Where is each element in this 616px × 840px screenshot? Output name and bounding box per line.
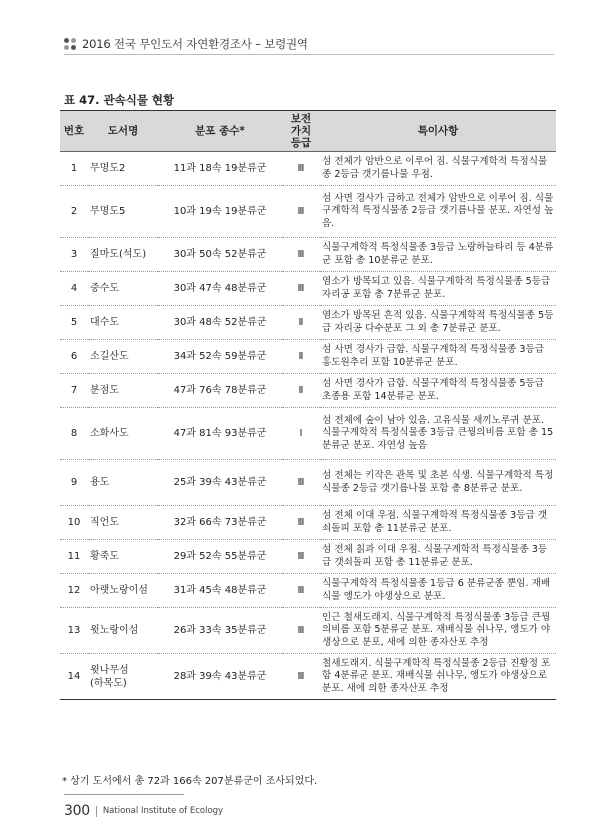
conservation-grade: Ⅲ [282, 238, 320, 272]
table-row [60, 374, 556, 408]
conservation-grade: Ⅱ [282, 306, 320, 340]
distribution-count: 26과 33속 35분류군 [158, 608, 282, 654]
island-name: 윗나무섬 (하목도) [88, 654, 158, 700]
table-row [60, 574, 556, 608]
table-row [60, 460, 556, 506]
island-number: 1 [60, 152, 88, 186]
special-notes: 섬 사면 경사가 급하고 전체가 암반으로 이루어 짐. 식물구계학적 특정식물종 2등급 갯기름나물 분포. 자연성 높음. [320, 186, 556, 238]
table-body [60, 152, 556, 700]
conservation-grade: Ⅲ [282, 152, 320, 186]
island-name: 소길산도 [88, 340, 158, 374]
island-number: 5 [60, 306, 88, 340]
col-header-note: 특이사항 [320, 111, 556, 152]
island-name: 무명도2 [88, 152, 158, 186]
island-name: 아랫노랑이섬 [88, 574, 158, 608]
footer-institution: National Institute of Ecology [102, 806, 224, 816]
col-header-name: 도서명 [88, 111, 158, 152]
special-notes: 섬 전체가 암반으로 이루어 짐. 식물구계학적 특정식물종 2등급 갯기름나물 우점. [320, 152, 556, 186]
special-notes: 인근 철새도래지. 식물구계학적 특정식물종 3등급 큰꿩의비름 포함 5분류군 분포. 재배식물 쉬나무, 앵도가 야생상으로 분포, 새에 의한 종자산포 추정 [320, 608, 556, 654]
col-header-grade: 보전 가치 등급 [282, 111, 320, 152]
conservation-grade: Ⅲ [282, 460, 320, 506]
distribution-count: 34과 52속 59분류군 [158, 340, 282, 374]
conservation-grade: Ⅲ [282, 540, 320, 574]
island-name: 대수도 [88, 306, 158, 340]
table-row [60, 540, 556, 574]
island-number: 4 [60, 272, 88, 306]
special-notes: 섬 사면 경사가 급함. 식물구계학적 특정식물종 3등급 홍도원추리 포함 10분류군 분포. [320, 340, 556, 374]
island-name: 무명도5 [88, 186, 158, 238]
special-notes: 식물구계학적 특정식물종 1등급 6 분류군종 뿐임. 재배식물 앵도가 야생상으로 분포. [320, 574, 556, 608]
table-row [60, 272, 556, 306]
col-header-no: 번호 [60, 111, 88, 152]
distribution-count: 30과 47속 48분류군 [158, 272, 282, 306]
conservation-grade: Ⅱ [282, 340, 320, 374]
distribution-count: 31과 45속 48분류군 [158, 574, 282, 608]
special-notes: 섬 전체는 키작은 관목 및 초본 식생. 식물구계학적 특정식물종 2등급 갯기름나물 포함 총 8분류군 분포. [320, 460, 556, 506]
special-notes: 철새도래지. 식물구계학적 특정식물종 2등급 진황정 포함 4분류군 분포. 재배식물 쉬나무, 앵도가 야생상으로 분포. 새에 의한 종자산포 추정 [320, 654, 556, 700]
page-footer [64, 803, 223, 819]
header-title: 2016 전국 무인도서 자연환경조사 – 보령권역 [82, 37, 308, 51]
special-notes: 염소가 방목된 흔적 있음. 식물구계학적 특정식물종 5등급 자리공 다수분포 그 외 총 7분류군 분포. [320, 306, 556, 340]
island-name: 분점도 [88, 374, 158, 408]
special-notes: 염소가 방목되고 있음. 식물구계학적 특정식물종 5등급 자리공 포함 총 7분류군 분포. [320, 272, 556, 306]
footer-separator [96, 806, 97, 817]
table-row [60, 408, 556, 460]
island-number: 10 [60, 506, 88, 540]
distribution-count: 32과 66속 73분류군 [158, 506, 282, 540]
special-notes: 섬 전체 칡과 이대 우점. 식물구계학적 특정식물종 3등급 갯쇠돌피 포함 총 11분류군 분포. [320, 540, 556, 574]
footnote: * 상기 도서에서 총 72과 166속 207분류군이 조사되었다. [62, 776, 318, 787]
footer-divider [64, 794, 184, 795]
header-dots-icon [64, 38, 76, 50]
island-name: 소화사도 [88, 408, 158, 460]
island-number: 13 [60, 608, 88, 654]
special-notes: 섬 전체 이대 우점. 식물구계학적 특정식물종 3등급 갯쇠돌피 포함 총 11분류군 분포. [320, 506, 556, 540]
vascular-plant-table [60, 110, 556, 700]
conservation-grade: Ⅰ [282, 408, 320, 460]
island-number: 6 [60, 340, 88, 374]
island-number: 2 [60, 186, 88, 238]
table-row [60, 238, 556, 272]
table-row [60, 340, 556, 374]
header-divider [64, 54, 554, 55]
distribution-count: 28과 39속 43분류군 [158, 654, 282, 700]
distribution-count: 30과 50속 52분류군 [158, 238, 282, 272]
distribution-count: 25과 39속 43분류군 [158, 460, 282, 506]
special-notes: 섬 전체에 숲이 남아 있음. 고유식물 새끼노루귀 분포. 식물구계학적 특정식물종 3등급 큰꿩의비름 포함 총 15분류군 분포. 자연성 높음 [320, 408, 556, 460]
conservation-grade: Ⅲ [282, 608, 320, 654]
table-header-row [60, 111, 556, 152]
distribution-count: 11과 18속 19분류군 [158, 152, 282, 186]
table-caption: 표 47. 관속식물 현황 [64, 93, 175, 107]
island-number: 8 [60, 408, 88, 460]
distribution-count: 47과 81속 93분류군 [158, 408, 282, 460]
island-name: 질마도(석도) [88, 238, 158, 272]
island-number: 3 [60, 238, 88, 272]
distribution-count: 47과 76속 78분류군 [158, 374, 282, 408]
island-name: 윗노랑이섬 [88, 608, 158, 654]
col-header-dist: 분포 종수* [158, 111, 282, 152]
island-number: 12 [60, 574, 88, 608]
distribution-count: 10과 19속 19분류군 [158, 186, 282, 238]
island-name: 황죽도 [88, 540, 158, 574]
table-row [60, 608, 556, 654]
conservation-grade: Ⅲ [282, 574, 320, 608]
island-number: 14 [60, 654, 88, 700]
conservation-grade: Ⅲ [282, 506, 320, 540]
island-name: 용도 [88, 460, 158, 506]
conservation-grade: Ⅲ [282, 654, 320, 700]
conservation-grade: Ⅲ [282, 186, 320, 238]
distribution-count: 29과 52속 55분류군 [158, 540, 282, 574]
table-row [60, 654, 556, 700]
island-name: 직언도 [88, 506, 158, 540]
island-number: 9 [60, 460, 88, 506]
table-row [60, 506, 556, 540]
island-name: 중수도 [88, 272, 158, 306]
table-row [60, 306, 556, 340]
page-number: 300 [64, 803, 90, 819]
distribution-count: 30과 48속 52분류군 [158, 306, 282, 340]
table-row [60, 152, 556, 186]
island-number: 11 [60, 540, 88, 574]
special-notes: 섬 사면 경사가 급함. 식물구계학적 특정식물종 5등급 초종용 포함 14분류군 분포. [320, 374, 556, 408]
island-number: 7 [60, 374, 88, 408]
conservation-grade: Ⅱ [282, 374, 320, 408]
table-row [60, 186, 556, 238]
conservation-grade: Ⅲ [282, 272, 320, 306]
special-notes: 식물구계학적 특정식물종 3등급 노랑하늘타리 등 4분류군 포함 총 10분류군 분포. [320, 238, 556, 272]
